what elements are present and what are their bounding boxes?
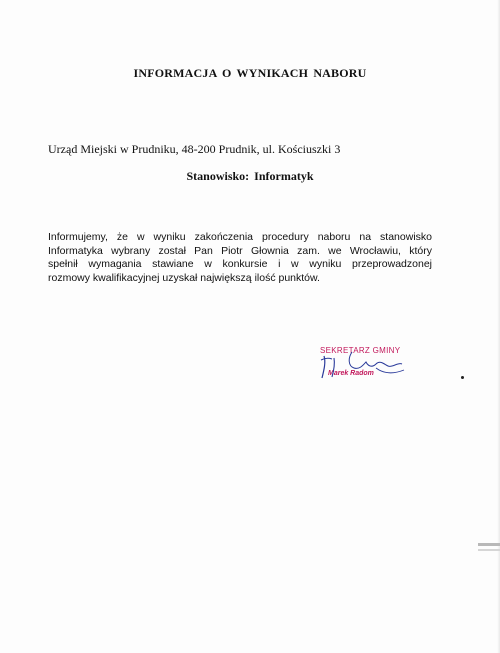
scan-edge-mark [478,543,500,546]
stamp-name: Marek Radom [328,370,374,377]
stamp-title: SEKRETARZ GMINY [320,346,401,355]
body-line: rozmowy kwalifikacyjnej uzyskał największą ilość punktów. [48,271,320,284]
handwritten-signature [318,340,408,390]
scan-speck [461,376,464,379]
position-heading: Stanowisko: Informatyk [186,169,314,183]
official-stamp [318,340,408,390]
body-line: spełnił wymagania stawiane w konkursie i w wyniku przeprowadzonej [48,258,432,270]
document-title: INFORMACJA O WYNIKACH NABORU [133,66,367,80]
body-line: Informujemy, że w wyniku zakończenia procedury naboru na stanowisko [48,231,432,243]
scan-edge-mark [478,549,500,551]
office-address: Urząd Miejski w Prudniku, 48-200 Prudnik, ul. Kościuszki 3 [48,142,341,156]
body-line: Informatyka wybrany został Pan Piotr Głownia zam. we Wrocławiu, który [48,244,432,257]
announcement-body [48,231,432,285]
